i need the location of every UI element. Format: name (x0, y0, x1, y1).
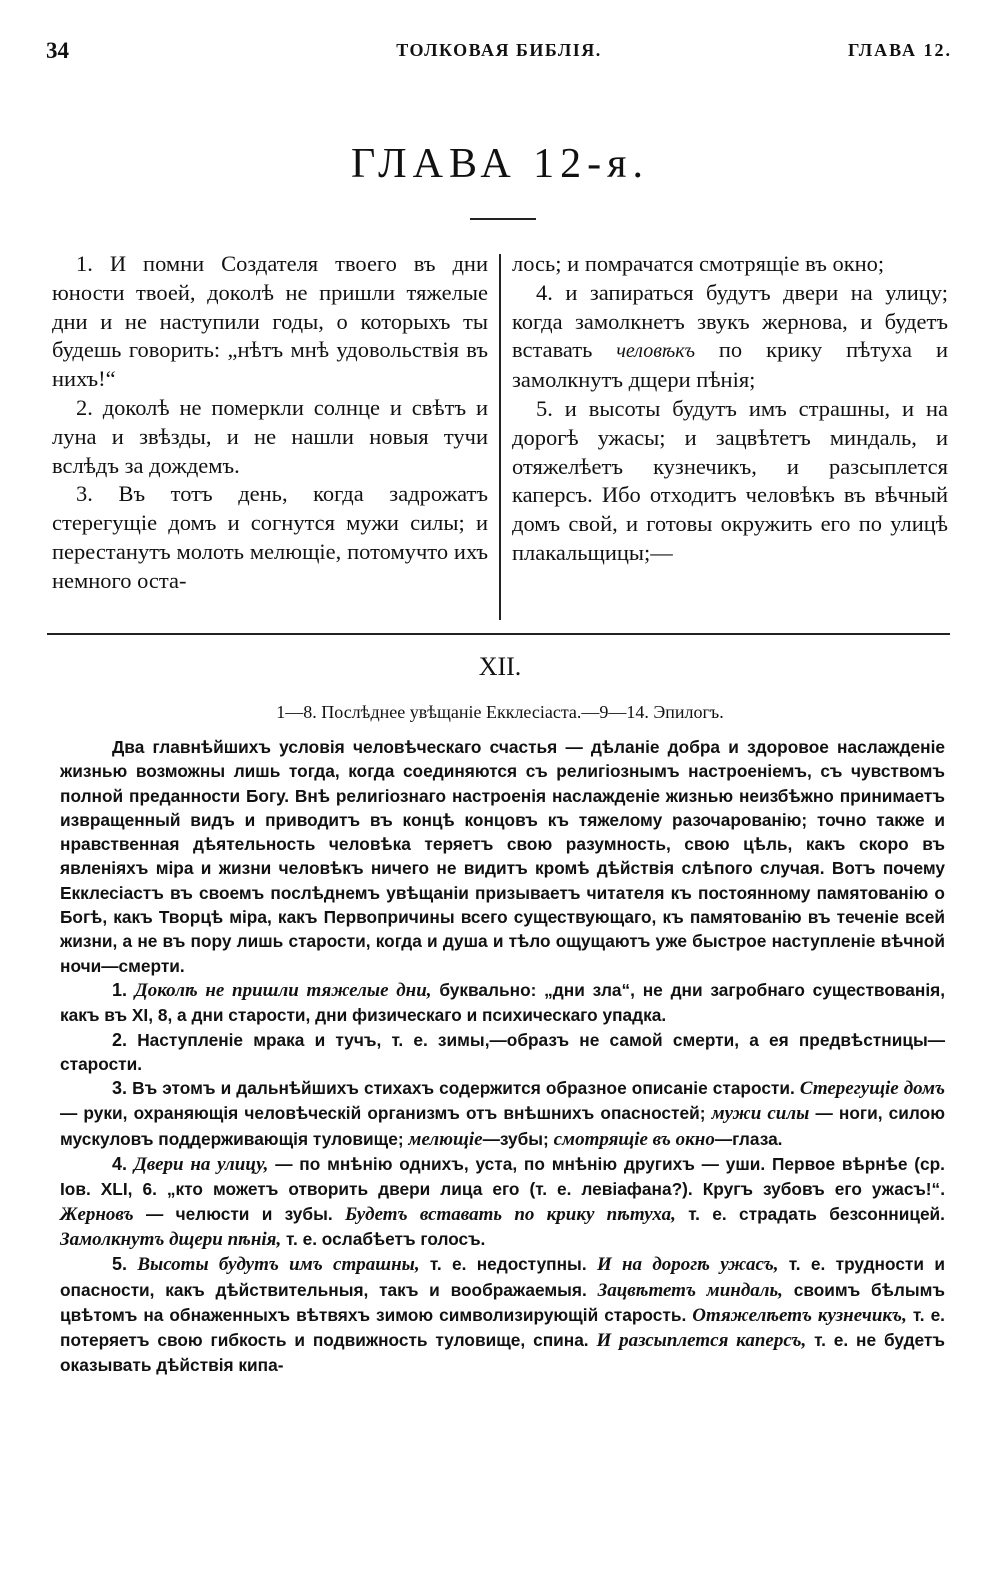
verse-2: 2. доколѣ не померкли солнце и свѣтъ и луна и звѣзды, и не нашли новыя тучи вслѣдъ за дождемъ. (52, 394, 488, 478)
section-number: XII. (478, 652, 522, 681)
note-3-lemma-4: смотрящіе въ окно (553, 1128, 715, 1150)
verse-column-left (52, 250, 488, 596)
note-5-lemma-4: Отяжелѣетъ кузнечикъ, (692, 1304, 907, 1326)
note-5-text-4: т. е. потеряетъ свою гибкость и подвижность туловище, спина. (60, 1304, 945, 1351)
note-3-text-3: — ноги, силою мускуловъ поддерживающія туловище; (60, 1103, 945, 1149)
page-number: 34 (46, 38, 69, 63)
note-3-text-1: Въ этомъ и дальнѣйшихъ стихахъ содержится образное описаніе старости. (132, 1078, 795, 1099)
section-subtitle: 1—8. Послѣднее увѣщаніе Екклесіаста.—9—14. Эпилогъ. (276, 702, 724, 722)
commentary-note-3 (60, 1076, 945, 1152)
note-4-lemma-4: Замолкнутъ дщери пѣнія, (60, 1228, 282, 1250)
note-5-lemma-1: Высоты будутъ имъ страшны, (137, 1254, 420, 1276)
note-4-text-4: т. е. ослабѣетъ голосъ. (286, 1228, 486, 1249)
note-5-number: 5. (112, 1254, 128, 1275)
note-4-lemma-3: Будетъ вставать по крику пѣтуха, (344, 1203, 676, 1225)
verse-4-part-a: 4. и запираться будутъ двери на улицу; когда замолкнетъ звукъ жернова, и будетъ вставать (512, 279, 948, 363)
verse-3-continued: лось; и помрачатся смотрящіе въ окно; (512, 251, 885, 276)
verse-3: 3. Въ тотъ день, когда задрожатъ стерегущіе домъ и согнутся мужи силы; и перестанутъ молоть мелющіе, потомучто ихъ немного оста- (52, 481, 488, 593)
chapter-title: ГЛАВА 12-я. (351, 141, 649, 187)
note-4-text-2: — челюсти и зубы. (145, 1203, 333, 1224)
note-5-lemma-2: И на дорогѣ ужасъ, (596, 1254, 779, 1276)
note-4-lemma-1: Двери на улицу, (133, 1154, 269, 1176)
note-3-text-4: —зубы; (482, 1128, 549, 1149)
column-divider (499, 254, 501, 620)
note-4-text-3: т. е. страдать безсонницей. (688, 1203, 945, 1224)
commentary-note-5 (60, 1252, 945, 1377)
title-rule (470, 218, 536, 220)
verses-bottom-rule (47, 633, 950, 635)
note-5-text-3: своимъ бѣлымъ цвѣтомъ на обнаженныхъ вѣтвяхъ зимою символизирующій старость. (60, 1279, 945, 1325)
note-1-text: буквально: „дни зла“, не дни загробнаго существованія, какъ въ XI, 8, а дни старости, дни физическаго и психическаго упадка. (60, 979, 946, 1026)
commentary-note-4 (60, 1152, 945, 1252)
note-4-number: 4. (112, 1154, 128, 1175)
book-title: ТОЛКОВАЯ БИБЛІЯ. (396, 40, 602, 60)
note-1-number: 1. (112, 979, 128, 1000)
note-4-lemma-2: Жерновъ (60, 1203, 134, 1225)
note-3-text-2: — руки, охраняющія человѣческій организмъ отъ внѣшнихъ опасностей; (60, 1103, 706, 1124)
note-5-text-5: т. е. не будетъ оказывать дѣйствія кипа- (60, 1330, 945, 1376)
note-3-lemma-1: Стерегущіе домъ (799, 1078, 945, 1100)
note-5-lemma-3: Зацвѣтетъ миндаль, (597, 1279, 783, 1301)
note-3-text-5: —глаза. (714, 1128, 783, 1149)
verse-columns (52, 250, 950, 620)
verse-4-part-b: по крику пѣтуха и замолкнутъ дщери пѣнія; (512, 337, 948, 393)
verse-1: 1. И помни Создателя твоего въ дни юности твоей, доколѣ не пришли тяжелые дни и не наступили годы, о которыхъ ты будешь говорить: „нѣтъ мнѣ удовольствія въ нихъ!“ (52, 251, 488, 392)
note-5-text-1: т. е. недоступны. (429, 1254, 587, 1275)
note-2-number: 2. (112, 1029, 128, 1050)
note-2-text: Наступленіе мрака и тучъ, т. е. зимы,—образъ не самой смерти, а ея предвѣстницы—старости. (60, 1029, 945, 1074)
commentary-note-1 (60, 978, 945, 1028)
commentary-note-2 (60, 1028, 945, 1077)
note-3-number: 3. (112, 1078, 128, 1099)
note-3-lemma-2: мужи силы (711, 1103, 810, 1125)
verse-5: 5. и высоты будутъ имъ страшны, и на дорогѣ ужасы; и зацвѣтетъ миндаль, и отяжелѣетъ кузнечикъ, и разсыплется каперсъ. Ибо отходитъ человѣкъ въ вѣчный домъ свой, и готовы окружить его по улицѣ плакальщицы;— (512, 395, 948, 565)
commentary-intro: Два главнѣйшихъ условія человѣческаго счастья — дѣланіе добра и здоровое наслажденіе жизнью возможны лишь тогда, когда соединяются съ религіознымъ настроеніемъ, съ чувствомъ полной преданности Богу. Внѣ религіознаго настроенія наслажденіе жизнью неизбѣжно принимаетъ извращенный видъ и приводитъ въ концѣ концовъ къ тяжелому разочарованію; точно также и нравственная дѣятельность человѣка теряетъ свою разумность, свою цѣль, какъ скоро въ явленіяхъ міра и жизни человѣкъ ничего не видитъ кромѣ дѣйствія слѣпого случая. Вотъ почему Екклесіастъ въ своемъ послѣднемъ увѣщаніи призываетъ читателя къ постоянному памятованію о Богѣ, какъ Творцѣ міра, какъ Первопричины всего существующаго, къ памятованію въ теченіе всей жизни, а не въ пору лишь старости, когда и душа и тѣло ощущаютъ уже быстрое наступленіе вѣчной ночи—смерти. (60, 737, 945, 976)
verse-4 (512, 279, 948, 395)
running-head (46, 38, 952, 70)
verse-4-italic: человѣкъ (616, 340, 695, 363)
note-4-text-1: — по мнѣнію однихъ, уста, по мнѣнію другихъ — уши. Первое вѣрнѣе (ср. Іов. XLI, 6. „кто можетъ отворить двери лица его (т. е. левіафана?). Кругъ зубовъ его ужасъ!“. (60, 1154, 945, 1200)
running-chapter: ГЛАВА 12. (847, 40, 952, 60)
verse-column-right (512, 250, 948, 568)
commentary (60, 735, 945, 1378)
note-5-text-2: т. е. трудности и опасности, какъ дѣйствительныя, такъ и воображаемыя. (60, 1254, 945, 1300)
note-1-lemma: Доколѣ не пришли тяжелые дни, (134, 979, 432, 1001)
note-3-lemma-3: мелющіе (408, 1128, 483, 1150)
note-5-lemma-5: И разсыплется каперсъ, (596, 1330, 807, 1352)
